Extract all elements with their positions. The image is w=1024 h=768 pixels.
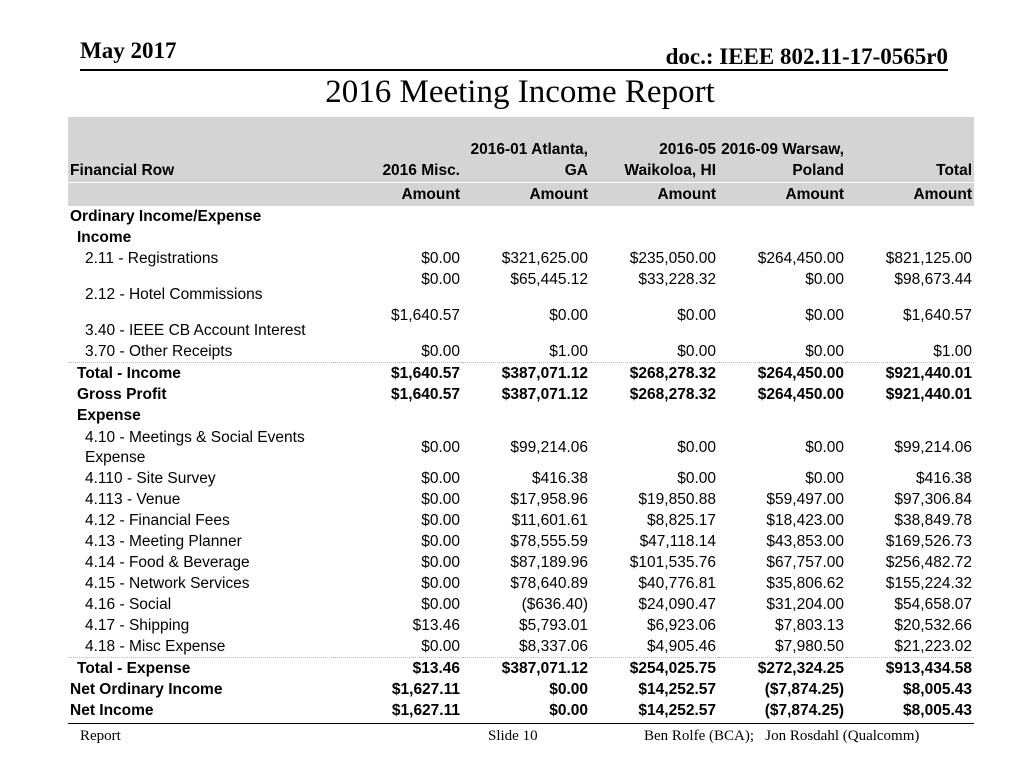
amount-cell: $0.00 <box>805 470 844 487</box>
footer-authors: Ben Rolfe (BCA); Jon Rosdahl (Qualcomm) <box>644 728 920 744</box>
amount-cell: $0.00 <box>421 512 460 529</box>
amount-cell <box>334 206 462 227</box>
column-header-warsaw: 2016-09 Warsaw, Poland <box>718 117 846 183</box>
row-label: 3.40 - IEEE CB Account Interest <box>85 322 306 339</box>
amount-cell <box>590 405 718 426</box>
amount-cell: $47,118.14 <box>639 533 716 550</box>
amount-cell: $5,793.01 <box>519 617 588 634</box>
amount-cell: $13.46 <box>412 617 460 634</box>
column-header-waikoloa: 2016-05 Waikoloa, HI <box>590 117 718 183</box>
header-row <box>68 117 974 183</box>
amount-cell: $264,450.00 <box>757 250 844 267</box>
amount-cell: $254,025.75 <box>590 658 718 680</box>
amount-cell: $65,445.12 <box>510 271 588 288</box>
amount-cell: $99,214.06 <box>510 438 588 456</box>
row-label: 4.15 - Network Services <box>85 575 250 592</box>
table-row <box>68 594 974 615</box>
amount-cell <box>846 227 974 248</box>
amount-cell: $14,252.57 <box>638 681 716 698</box>
amount-cell: $0.00 <box>421 554 460 571</box>
row-label: 4.10 - Meetings & Social Events Expense <box>85 429 305 466</box>
table-row <box>68 531 974 552</box>
table-row <box>68 248 974 269</box>
amount-cell: $1,640.57 <box>903 307 972 324</box>
amount-cell: $0.00 <box>805 307 844 324</box>
amount-cell: $67,757.00 <box>766 554 844 571</box>
amount-cell: $921,440.01 <box>846 363 974 385</box>
amount-cell: ($636.40) <box>521 596 588 613</box>
amount-cell: $1,640.57 <box>391 386 460 403</box>
amount-cell: $169,526.73 <box>885 533 972 550</box>
amount-cell: $99,214.06 <box>894 438 972 456</box>
column-header-financial-row: Financial Row <box>68 117 334 183</box>
amount-cell: $78,640.89 <box>510 575 588 592</box>
footer-divider <box>68 723 974 724</box>
row-label: 4.110 - Site Survey <box>85 470 216 487</box>
amount-cell: $264,450.00 <box>757 386 844 403</box>
table-row <box>68 573 974 594</box>
header-divider <box>80 69 948 71</box>
amount-cell: $0.00 <box>421 271 460 288</box>
row-label: Net Income <box>70 702 154 719</box>
amount-cell: $0.00 <box>421 533 460 550</box>
table-row <box>68 305 974 341</box>
column-subheader-misc: Amount <box>334 183 462 207</box>
amount-cell: $7,803.13 <box>775 617 844 634</box>
table-header <box>68 117 974 206</box>
amount-cell: $13.46 <box>334 658 462 680</box>
amount-cell: $19,850.88 <box>638 491 716 508</box>
amount-cell <box>334 405 462 426</box>
row-label: Total - Income <box>68 363 334 385</box>
amount-cell: $4,905.46 <box>647 638 716 655</box>
amount-cell: $1.00 <box>549 343 588 360</box>
amount-cell: $0.00 <box>677 307 716 324</box>
row-label: 2.11 - Registrations <box>85 250 219 267</box>
amount-cell: $1,627.11 <box>391 681 460 698</box>
amount-cell: $11,601.61 <box>511 512 588 529</box>
column-subheader-atlanta: Amount <box>462 183 590 207</box>
amount-cell: $0.00 <box>421 470 460 487</box>
amount-cell: $235,050.00 <box>629 250 716 267</box>
slide-number: Slide 10 <box>488 728 538 744</box>
table-row <box>68 700 974 721</box>
amount-cell <box>846 405 974 426</box>
amount-cell <box>462 206 590 227</box>
row-label: 4.113 - Venue <box>85 491 181 508</box>
amount-cell: $387,071.12 <box>462 363 590 385</box>
amount-cell: $1.00 <box>933 343 972 360</box>
income-report-table <box>68 117 974 721</box>
row-label: Income <box>77 229 132 246</box>
page-title: 2016 Meeting Income Report <box>325 74 715 110</box>
amount-cell: $1,627.11 <box>391 702 460 719</box>
column-subheader-total: Amount <box>846 183 974 207</box>
amount-cell: $43,853.00 <box>766 533 844 550</box>
amount-cell: $387,071.12 <box>462 658 590 680</box>
table-row <box>68 426 974 468</box>
column-header-atlanta: 2016-01 Atlanta, GA <box>462 117 590 183</box>
amount-cell: $6,923.06 <box>647 617 716 634</box>
amount-cell: $155,224.32 <box>885 575 972 592</box>
amount-cell: $0.00 <box>421 250 460 267</box>
amount-cell <box>718 405 846 426</box>
amount-cell: $0.00 <box>677 470 716 487</box>
row-label: Expense <box>77 407 141 424</box>
row-label: 4.16 - Social <box>85 596 172 613</box>
row-label: Ordinary Income/Expense <box>70 208 262 225</box>
amount-cell: $33,228.32 <box>638 271 716 288</box>
amount-cell: $8,005.43 <box>903 681 972 698</box>
amount-cell: $7,980.50 <box>775 638 844 655</box>
table-body <box>68 206 974 721</box>
table-row <box>68 510 974 531</box>
amount-cell: $31,204.00 <box>766 596 844 613</box>
amount-cell: $8,825.17 <box>647 512 716 529</box>
amount-cell: $256,482.72 <box>885 554 972 571</box>
amount-cell: $8,337.06 <box>519 638 588 655</box>
table-row <box>68 384 974 405</box>
row-label: 4.18 - Misc Expense <box>85 638 226 655</box>
amount-cell: $20,532.66 <box>894 617 972 634</box>
amount-cell: $0.00 <box>805 438 844 456</box>
row-label: 3.70 - Other Receipts <box>85 343 233 360</box>
amount-cell: $387,071.12 <box>501 386 588 403</box>
amount-cell: $8,005.43 <box>903 702 972 719</box>
row-label: 4.17 - Shipping <box>85 617 190 634</box>
amount-cell: $97,306.84 <box>894 491 972 508</box>
row-label: 4.12 - Financial Fees <box>85 512 230 529</box>
row-label: 2.12 - Hotel Commissions <box>85 286 263 303</box>
amount-cell: ($7,874.25) <box>764 702 844 719</box>
amount-cell <box>462 227 590 248</box>
footer-label: Report <box>80 728 121 744</box>
table-row <box>68 227 974 248</box>
amount-cell: $14,252.57 <box>638 702 716 719</box>
table-row <box>68 363 974 385</box>
amount-cell: $59,497.00 <box>766 491 844 508</box>
amount-cell: $38,849.78 <box>894 512 972 529</box>
amount-cell: $821,125.00 <box>885 250 972 267</box>
amount-cell: $0.00 <box>805 271 844 288</box>
amount-cell: $54,658.07 <box>894 596 972 613</box>
amount-cell: $35,806.62 <box>766 575 844 592</box>
table-row <box>68 615 974 636</box>
amount-cell: $268,278.32 <box>590 363 718 385</box>
amount-cell: $264,450.00 <box>718 363 846 385</box>
amount-cell: $913,434.58 <box>846 658 974 680</box>
amount-cell: $268,278.32 <box>629 386 716 403</box>
table-row <box>68 679 974 700</box>
row-label: 4.13 - Meeting Planner <box>85 533 242 550</box>
header-doc-id: doc.: IEEE 802.11-17-0565r0 <box>665 44 948 69</box>
amount-cell: $101,535.76 <box>629 554 716 571</box>
amount-cell: $87,189.96 <box>510 554 588 571</box>
amount-cell: $921,440.01 <box>885 386 972 403</box>
amount-cell <box>334 227 462 248</box>
amount-cell <box>462 405 590 426</box>
amount-cell: $17,958.96 <box>510 491 588 508</box>
amount-cell: $0.00 <box>421 343 460 360</box>
column-header-total: Total <box>846 117 974 183</box>
amount-cell: $0.00 <box>677 438 716 456</box>
column-header-misc: 2016 Misc. <box>334 117 462 183</box>
amount-cell: $40,776.81 <box>638 575 716 592</box>
amount-cell: $0.00 <box>421 575 460 592</box>
amount-cell: $0.00 <box>421 438 460 456</box>
amount-cell: $0.00 <box>421 596 460 613</box>
header-date: May 2017 <box>80 38 177 63</box>
amount-cell: $321,625.00 <box>501 250 588 267</box>
table-row <box>68 489 974 510</box>
row-label: 4.14 - Food & Beverage <box>85 554 250 571</box>
header-amount-row <box>68 183 974 207</box>
amount-cell <box>718 227 846 248</box>
amount-cell: $0.00 <box>421 638 460 655</box>
amount-cell: $0.00 <box>677 343 716 360</box>
amount-cell: $0.00 <box>549 307 588 324</box>
amount-cell: $416.38 <box>915 470 972 487</box>
amount-cell: $98,673.44 <box>894 271 972 288</box>
row-label: Net Ordinary Income <box>70 681 223 698</box>
amount-cell: $0.00 <box>421 491 460 508</box>
row-label: Total - Expense <box>68 658 334 680</box>
column-subheader-warsaw: Amount <box>718 183 846 207</box>
amount-cell <box>590 227 718 248</box>
table-row <box>68 341 974 363</box>
table-row <box>68 206 974 227</box>
amount-cell: $0.00 <box>805 343 844 360</box>
amount-cell <box>590 206 718 227</box>
amount-cell: $416.38 <box>531 470 588 487</box>
amount-cell: $0.00 <box>549 681 588 698</box>
amount-cell: $24,090.47 <box>638 596 716 613</box>
table-row <box>68 269 974 305</box>
amount-cell: $78,555.59 <box>510 533 588 550</box>
table-row <box>68 658 974 680</box>
table-row <box>68 468 974 489</box>
column-subheader-waikoloa: Amount <box>590 183 718 207</box>
amount-cell: ($7,874.25) <box>764 681 844 698</box>
amount-cell: $1,640.57 <box>334 363 462 385</box>
table-row <box>68 636 974 658</box>
amount-cell: $21,223.02 <box>894 638 972 655</box>
amount-cell: $272,324.25 <box>718 658 846 680</box>
column-subheader-financial-row <box>68 183 334 207</box>
amount-cell: $0.00 <box>549 702 588 719</box>
amount-cell <box>846 206 974 227</box>
table-row <box>68 552 974 573</box>
amount-cell: $18,423.00 <box>766 512 844 529</box>
row-label: Gross Profit <box>77 386 167 403</box>
table-row <box>68 405 974 426</box>
amount-cell <box>718 206 846 227</box>
amount-cell: $1,640.57 <box>391 307 460 324</box>
